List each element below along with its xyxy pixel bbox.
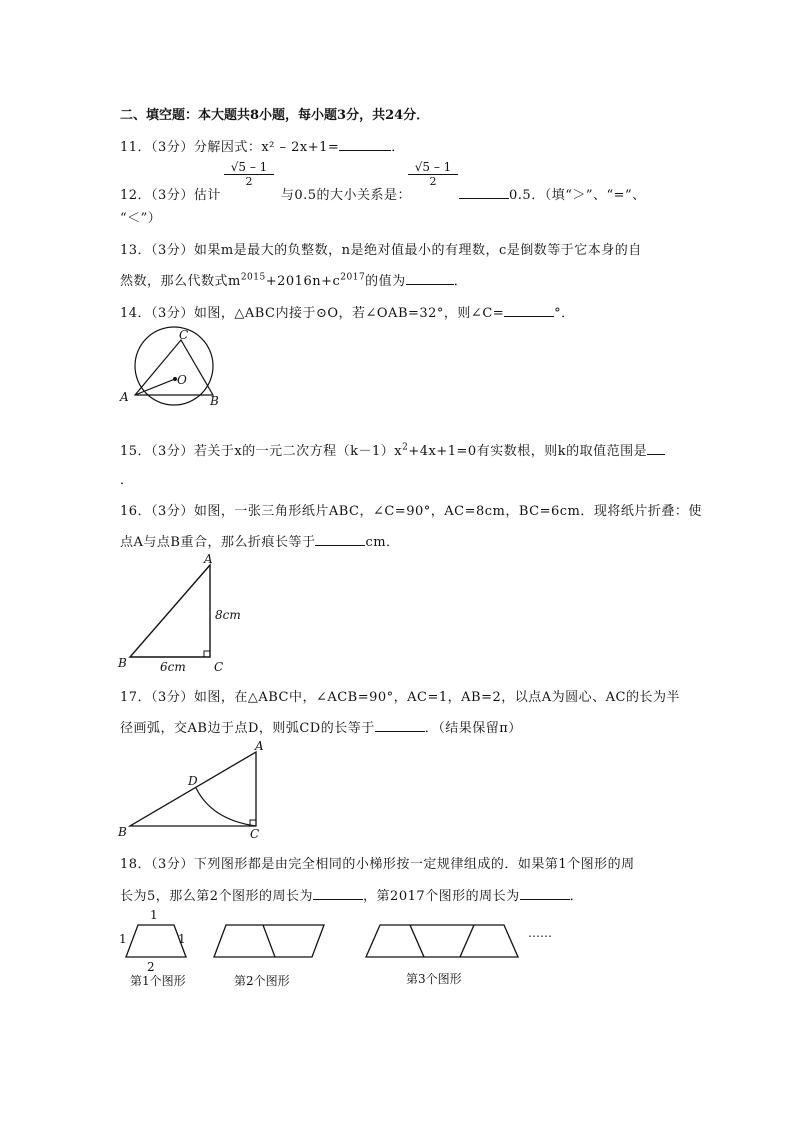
q14-circle — [135, 327, 213, 405]
q12-frac1-numerator: √5 – 1 — [224, 160, 274, 175]
q16-label-ac: 8cm — [215, 608, 241, 622]
q16-score: （3分） — [151, 504, 194, 519]
q13-number: 13． — [120, 243, 152, 258]
q16-label-b: B — [118, 656, 127, 670]
q13-end: ． — [453, 274, 468, 289]
q18-fig1-bottom-len: 2 — [147, 960, 155, 974]
q16-label-c: C — [214, 660, 224, 674]
q17-line2-a: 径画弧，交AB边于点D，则弧CD的长等于 — [120, 721, 375, 736]
q17-answer-blank[interactable] — [375, 719, 425, 732]
q17-arc-cd — [196, 788, 256, 826]
q15-line2: ． — [120, 473, 134, 488]
section-title: 二、填空题：本大题共8小题，每小题3分，共24分． — [120, 108, 430, 123]
q12-line2: “＜”） — [120, 211, 162, 226]
q14-circle-figure — [116, 326, 226, 408]
q13-line1: 如果m是最大的负整数，n是绝对值最小的有理数，c是倒数等于它本身的自 — [193, 243, 642, 258]
question-15 — [120, 440, 665, 459]
question-17 — [120, 686, 680, 705]
question-13 — [120, 239, 642, 258]
q14-label-c: C — [179, 328, 189, 342]
q12-frac2-denominator: 2 — [429, 175, 437, 188]
q17-number: 17． — [120, 690, 152, 705]
q11-number: 11． — [120, 140, 152, 155]
q14-label-a: A — [120, 390, 129, 404]
q16-number: 16． — [120, 504, 152, 519]
q18-fig1-right-len: 1 — [178, 932, 186, 946]
q12-score: （3分） — [151, 188, 194, 203]
q13-score: （3分） — [151, 243, 194, 258]
q16-line2-a: 点A与点B重合，那么折痕长等于 — [120, 535, 316, 550]
q18-number: 18． — [120, 857, 152, 872]
q16-right-angle — [204, 651, 210, 657]
q11-end: ． — [391, 140, 405, 155]
q14-triangle — [135, 340, 213, 395]
q18-ellipsis: …… — [528, 926, 552, 940]
q18-fig2-divider — [263, 925, 275, 957]
q14-score: （3分） — [151, 306, 194, 321]
q11-answer-blank[interactable] — [339, 138, 391, 151]
question-14 — [120, 302, 575, 321]
q15-score: （3分） — [151, 444, 194, 459]
q14-text: 如图，△ABC内接于⊙O，若∠OAB=32°，则∠C= — [193, 306, 505, 321]
question-18 — [120, 853, 635, 872]
q18-fig1-top-len: 1 — [150, 908, 158, 922]
q16-triangle — [130, 565, 210, 657]
q17-score: （3分） — [151, 690, 194, 705]
q12-text-a: 估计 — [193, 188, 221, 203]
q18-fig1-left-len: 1 — [119, 932, 127, 946]
question-16 — [120, 500, 702, 519]
q14-label-o: O — [177, 373, 187, 387]
q13-line2-c: 的值为 — [365, 274, 406, 289]
q12-frac2-numerator: √5 – 1 — [408, 160, 458, 175]
q17-label-a: A — [255, 740, 264, 753]
q17-label-b: B — [118, 825, 127, 839]
q14-label-b: B — [210, 394, 219, 408]
q17-triangle — [130, 752, 256, 826]
q18-trapezoid-figures — [114, 905, 554, 995]
question-11 — [120, 136, 405, 155]
q18-answer-blank-2[interactable] — [520, 887, 570, 900]
q14-answer-blank[interactable] — [504, 304, 554, 317]
q16-answer-blank[interactable] — [315, 533, 365, 546]
q16-line1: 如图，一张三角形纸片ABC，∠C=90°，AC=8cm，BC=6cm．现将纸片折叠：使 — [193, 504, 702, 519]
q18-fig3-caption: 第3个图形 — [406, 972, 462, 986]
q18-fig3-divider-2 — [460, 925, 474, 957]
q18-fig3-divider-1 — [410, 925, 424, 957]
q14-end: °． — [554, 306, 575, 321]
question-12 — [120, 184, 646, 203]
q15-number: 15． — [120, 444, 152, 459]
q13-exp2: 2017 — [340, 272, 366, 283]
q16-label-a: A — [204, 553, 213, 566]
q17-label-d: D — [188, 774, 198, 788]
q16-line2 — [120, 531, 400, 550]
q13-answer-blank[interactable] — [406, 272, 454, 285]
q17-label-c: C — [250, 827, 260, 840]
q15-line1-b: +4x+1=0有实数根，则k的取值范围是 — [408, 444, 648, 459]
q18-fig1-caption: 第1个图形 — [130, 974, 186, 988]
q12-text-b: 与0.5的大小关系是： — [280, 188, 412, 203]
q15-line1-a: 若关于x的一元二次方程（k－1）x — [193, 444, 403, 459]
q18-fig3-outline — [366, 925, 518, 957]
q18-line2-a: 长为5，那么第2个图形的周长为 — [120, 889, 314, 904]
q13-line2 — [120, 270, 467, 289]
q11-score: （3分） — [151, 140, 194, 155]
q11-text: 分解因式：x² – 2x+1= — [193, 140, 340, 155]
q12-frac1-denominator: 2 — [245, 175, 253, 188]
q18-line2-b: ，第2017个图形的周长为 — [363, 889, 520, 904]
q18-fig1-trapezoid — [126, 925, 186, 957]
q13-line2-a: 然数，那么代数式m — [120, 274, 241, 289]
q13-exp1: 2015 — [240, 272, 266, 283]
q17-triangle-figure — [114, 740, 274, 840]
q16-line2-b: cm． — [365, 535, 400, 550]
q18-line2-c: ． — [569, 889, 584, 904]
q16-triangle-figure — [114, 553, 244, 675]
q12-text-c: 0.5．（填“＞”、“=”、 — [509, 188, 646, 203]
q12-answer-blank[interactable] — [459, 186, 509, 199]
q18-line1: 下列图形都是由完全相同的小梯形按一定规律组成的．如果第1个图形的周 — [193, 857, 635, 872]
q18-answer-blank-1[interactable] — [313, 887, 363, 900]
q16-label-bc: 6cm — [160, 660, 186, 674]
q12-number: 12． — [120, 188, 152, 203]
q17-line2-b: ．（结果保留π） — [424, 721, 522, 736]
q14-number: 14． — [120, 306, 152, 321]
q15-exp: 2 — [402, 442, 409, 453]
q18-line2 — [120, 885, 583, 904]
q18-score: （3分） — [151, 857, 194, 872]
q17-line2 — [120, 717, 522, 736]
q17-line1: 如图，在△ABC中，∠ACB=90°，AC=1，AB=2，以点A为圆心、AC的长为半 — [193, 690, 680, 705]
q15-answer-blank[interactable] — [647, 442, 665, 455]
q18-fig2-caption: 第2个图形 — [234, 974, 290, 988]
q13-line2-b: +2016n+c — [265, 274, 341, 289]
